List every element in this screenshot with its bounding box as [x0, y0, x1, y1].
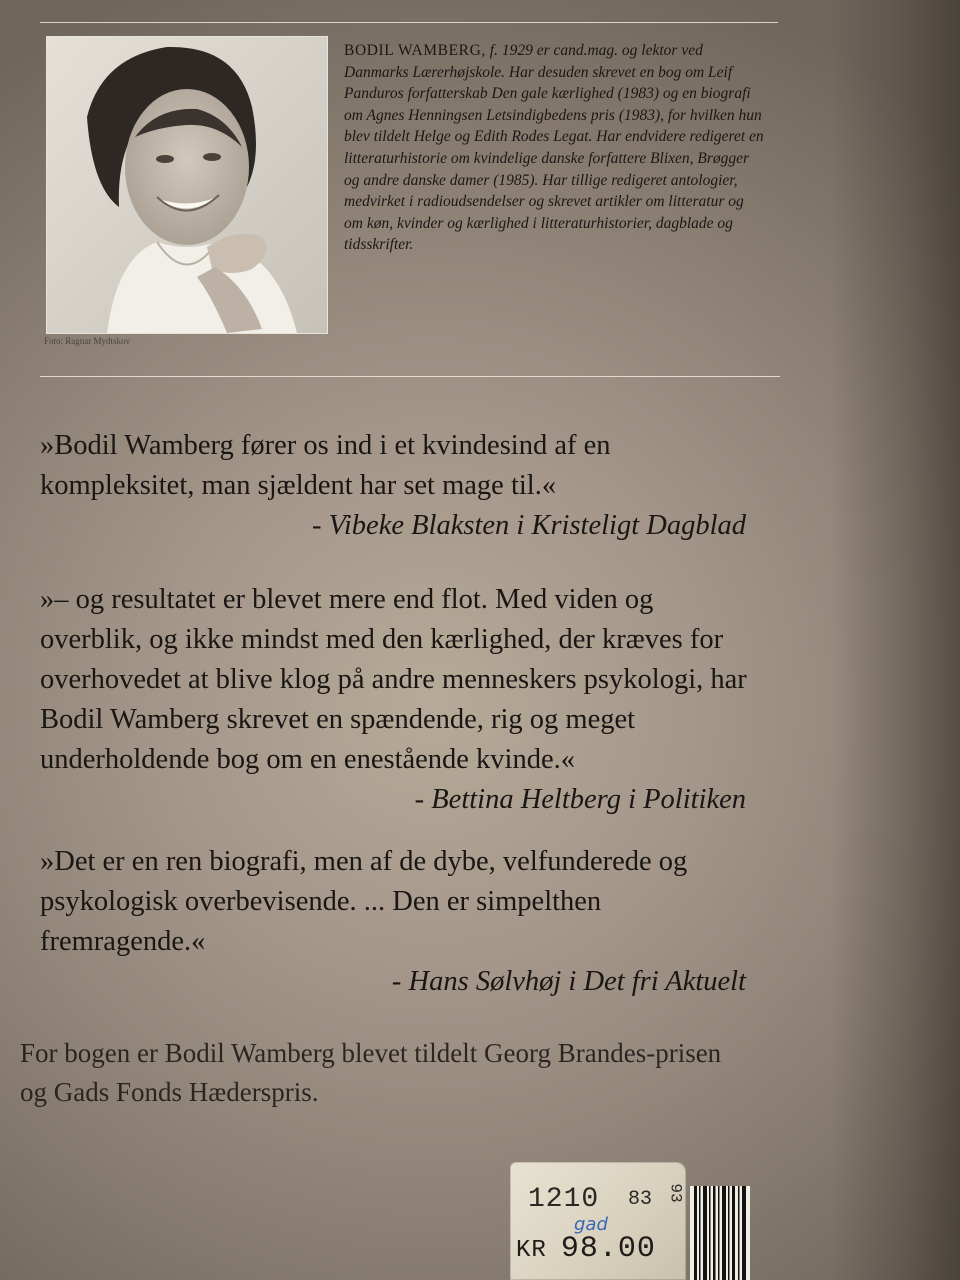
- barcode: [690, 1186, 750, 1280]
- quote-source: - Vibeke Blaksten i Kristeligt Dagblad: [311, 510, 746, 541]
- quote-source: - Hans Sølvhøj i Det fri Aktuelt: [391, 966, 746, 997]
- author-bio-text: f. 1929 er cand.mag. og lektor ved Danmarks Lærerhøjskole. Har desuden skrevet en bog om Leif Panduros forfatterskab Den gale kærlighed (1983) og en biografi om Agnes Henningsen Letsindigbedens pris (1983), for hvilken hun blev tildelt Helge og Edith Rodes Legat. Har endvidere redigeret en litteraturhistorie om kvindelige danske forfattere Blixen, Brøgger og andre danske damer (1985). Har tillige redigeret antologier, medvirket i radioudsendelser og skrevet artikler om litteratur og om køn, kvinder og kærlighed i litteraturhistorier, dagblade og tidsskrifter.: [344, 42, 764, 254]
- review-quote: [40, 580, 750, 820]
- review-quote: [40, 426, 750, 546]
- sticker-code: 1210: [528, 1184, 600, 1215]
- author-bio: [344, 40, 764, 256]
- sticker-number-rotated: 93: [666, 1183, 685, 1203]
- photo-credit: Foto: Ragnar Mydtskov: [44, 336, 131, 346]
- quote-text: »Bodil Wamberg fører os ind i et kvindesind af en kompleksitet, man sjældent har set mage til.«: [40, 430, 611, 501]
- middle-divider: [40, 376, 780, 377]
- sticker-currency: KR: [516, 1237, 547, 1264]
- quote-text: »Det er en ren biografi, men af de dybe, velfunderede og psykologisk overbevisende. ... Den er simpelthen fremragende.«: [40, 846, 688, 957]
- sticker-price: [516, 1232, 656, 1266]
- quote-text: »– og resultatet er blevet mere end flot. Med viden og overblik, og ikke mindst med den kærlighed, der kræves for overhovedet at blive klog på andre menneskers psykologi, har Bodil Wamberg skrevet en spændende, rig og meget underholdende bog om en enestående kvinde.«: [40, 584, 747, 775]
- author-name: BODIL WAMBERG,: [344, 42, 486, 59]
- quote-source: - Bettina Heltberg i Politiken: [414, 784, 746, 815]
- sticker-price-value: 98.00: [560, 1232, 656, 1266]
- sticker-number: 83: [628, 1188, 653, 1211]
- price-sticker: [510, 1162, 686, 1280]
- award-statement: For bogen er Bodil Wamberg blevet tildelt Georg Brandes-prisen og Gads Fonds Hæderspris.: [20, 1038, 722, 1107]
- author-photo: [46, 36, 328, 334]
- sticker-brand-logo: gad: [574, 1214, 608, 1235]
- top-divider: [40, 22, 778, 23]
- cover-edge-shadow: [830, 0, 960, 1280]
- review-quote: [40, 842, 750, 1002]
